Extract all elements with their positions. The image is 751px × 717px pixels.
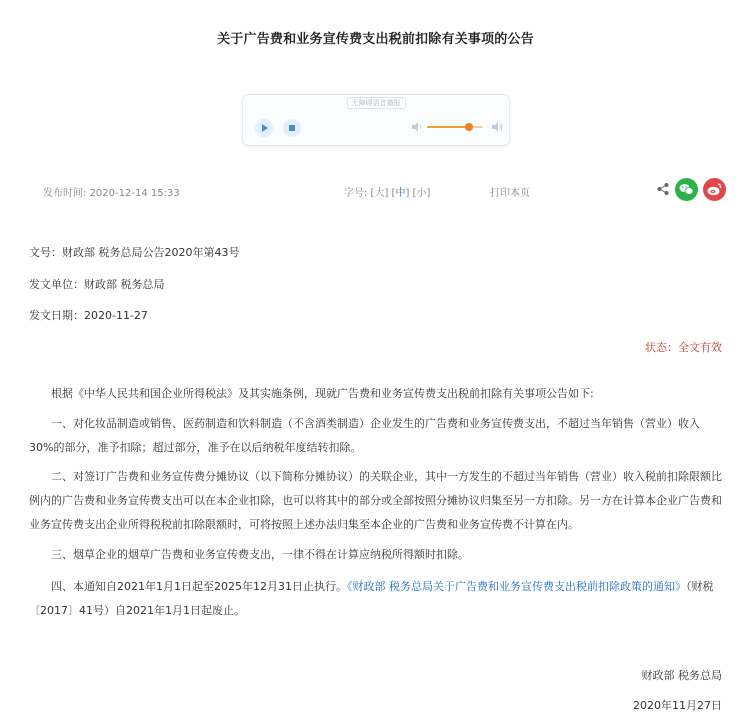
issue-date: 发文日期：2020-11-27	[29, 309, 148, 322]
volume-up-icon[interactable]	[491, 121, 503, 133]
volume-down-icon[interactable]	[411, 121, 423, 133]
meta-row	[0, 182, 751, 198]
status-value: 全文有效	[678, 341, 722, 354]
volume-slider[interactable]	[427, 126, 483, 128]
page-title: 关于广告费和业务宣传费支出税前扣除有关事项的公告	[217, 32, 534, 47]
font-size-switcher: 字号: [大] [中] [小]	[344, 188, 431, 199]
weibo-icon	[703, 178, 726, 201]
signature-date: 2020年11月27日	[633, 699, 722, 712]
play-button[interactable]	[255, 119, 273, 137]
font-size-label: 字号:	[344, 188, 368, 199]
document-status	[645, 339, 722, 355]
font-size-medium[interactable]: 中	[395, 188, 406, 199]
clause-4-text-end: （财税〔2017〕41号）自2021年1月1日起废止。	[29, 580, 714, 617]
print-link[interactable]: 打印本页	[490, 188, 530, 199]
stop-button[interactable]	[283, 119, 301, 137]
paragraph-clause-4	[29, 575, 723, 623]
issuing-unit: 发文单位：财政部 税务总局	[29, 278, 165, 291]
volume-fill	[427, 126, 469, 128]
document-number: 文号：财政部 税务总局公告2020年第43号	[29, 246, 240, 259]
wechat-share-button[interactable]	[675, 178, 698, 201]
paragraph-clause-2: 二、对签订广告费和业务宣传费分摊协议（以下简称分摊协议）的关联企业，其中一方发生的不超过当年销售（营业）收入税前扣除限额比例内的广告费和业务宣传费支出可以在本企业扣除，也可以将其中的部分或全部按照分摊协议归集至另一方扣除。另一方在计算本企业广告费和业务宣传费支出企业所得税税前扣除限额时，可将按照上述办法归集至本企业的广告费和业务宣传费不计算在内。	[29, 470, 722, 531]
referenced-notice-link[interactable]: 《财政部 税务总局关于广告费和业务宣传费支出税前扣除政策的通知》	[346, 580, 686, 593]
wechat-icon	[675, 178, 698, 201]
audio-player	[242, 94, 510, 146]
paragraph-clause-3: 三、烟草企业的烟草广告费和业务宣传费支出，一律不得在计算应纳税所得额时扣除。	[51, 548, 469, 561]
font-size-large[interactable]: 大	[374, 188, 385, 199]
volume-knob[interactable]	[465, 123, 473, 131]
publish-time	[43, 184, 180, 199]
font-size-small[interactable]: 小	[416, 188, 427, 199]
share-icon[interactable]	[656, 182, 670, 196]
publish-label: 发布时间:	[43, 188, 87, 199]
paragraph-intro: 根据《中华人民共和国企业所得税法》及其实施条例，现就广告费和业务宣传费支出税前扣除有关事项公告如下:	[51, 387, 594, 400]
signature-org: 财政部 税务总局	[641, 669, 722, 682]
weibo-share-button[interactable]	[703, 178, 726, 201]
player-label: 无障碍语音播报	[347, 97, 406, 109]
status-label: 状态：	[645, 341, 678, 354]
clause-4-text: 四、本通知自2021年1月1日起至2025年12月31日止执行。	[51, 580, 347, 593]
publish-value: 2020-12-14 15:33	[89, 188, 180, 199]
paragraph-clause-1: 一、对化妆品制造或销售、医药制造和饮料制造（不含酒类制造）企业发生的广告费和业务宣传费支出，不超过当年销售（营业）收入30%的部分，准予扣除；超过部分，准予在以后纳税年度结转扣除。	[29, 417, 700, 454]
